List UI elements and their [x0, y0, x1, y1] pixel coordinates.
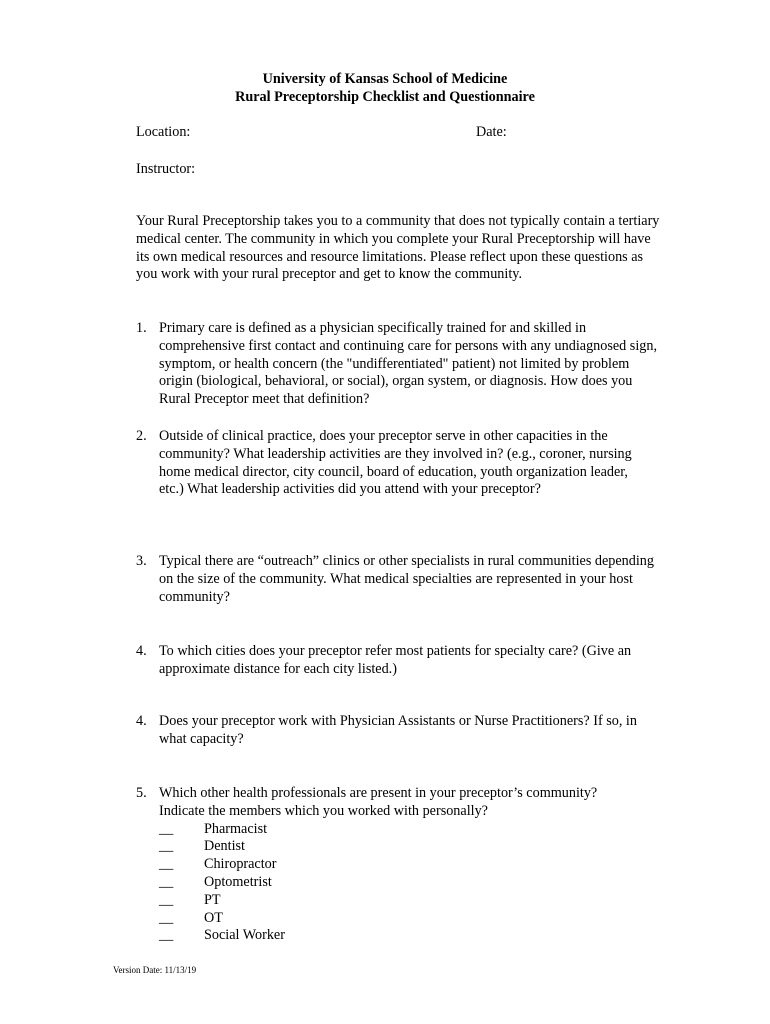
- checkbox-blank[interactable]: __: [159, 891, 174, 908]
- title-line-1: University of Kansas School of Medicine: [262, 71, 508, 87]
- document-title: [0, 70, 770, 106]
- checklist-item-label: Social Worker: [204, 927, 285, 944]
- question-text: To which cities does your preceptor refer most patients for specialty care? (Give an approximate distance for each city listed.): [159, 643, 632, 677]
- checklist-item-label: PT: [204, 891, 221, 908]
- date-label: Date:: [476, 124, 507, 140]
- title-line-2: Rural Preceptorship Checklist and Questionnaire: [235, 89, 535, 105]
- question-1: [136, 320, 666, 409]
- question-2: [136, 428, 656, 499]
- checklist-item: [159, 856, 636, 874]
- question-number: 3.: [136, 553, 147, 569]
- checklist-item-label: Optometrist: [204, 873, 272, 890]
- checkbox-blank[interactable]: __: [159, 927, 174, 944]
- question-number: 4.: [136, 713, 147, 729]
- intro-paragraph: Your Rural Preceptorship takes you to a community that does not typically contain a tertiary medical center. The community in which you complete your Rural Preceptorship will have its own medical resources and resource limitations. Please reflect upon these questions as you work with your rural preceptor and get to know the community.: [136, 213, 660, 283]
- question-text: Does your preceptor work with Physician Assistants or Nurse Practitioners? If so, in what capacity?: [159, 713, 637, 747]
- checklist-item: [159, 838, 636, 856]
- question-text: Outside of clinical practice, does your preceptor serve in other capacities in the community? What leadership activities are they involved in? (e.g., coroner, nursing home medical director, city council, board of education, youth organization leader, etc.) What leadership activities did you attend with your preceptor?: [159, 428, 632, 498]
- question-5: [136, 785, 636, 945]
- question-3: [136, 553, 661, 606]
- checkbox-blank[interactable]: __: [159, 856, 174, 873]
- checklist-item: [159, 874, 636, 892]
- instructor-label: Instructor:: [136, 161, 196, 177]
- question-number: 4.: [136, 643, 147, 659]
- question-number: 1.: [136, 320, 147, 336]
- question-4b: [136, 713, 661, 749]
- checklist-item: [159, 892, 636, 910]
- checklist-item-label: Pharmacist: [204, 820, 268, 837]
- checkbox-blank[interactable]: __: [159, 820, 174, 837]
- checklist-item-label: Dentist: [204, 838, 245, 855]
- checkbox-blank[interactable]: __: [159, 909, 174, 926]
- health-professionals-checklist: [159, 821, 636, 946]
- question-4: [136, 643, 661, 679]
- question-text: Typical there are “outreach” clinics or other specialists in rural communities depending on the size of the community. What medical specialties are represented in your host community?: [159, 553, 654, 605]
- checklist-item-label: Chiropractor: [204, 856, 277, 873]
- question-number: 2.: [136, 428, 147, 444]
- question-text: Which other health professionals are present in your preceptor’s community? Indicate the members which you worked with personally?: [159, 785, 598, 819]
- checklist-item-label: OT: [204, 909, 223, 926]
- checklist-item: [159, 821, 636, 839]
- checkbox-blank[interactable]: __: [159, 873, 174, 890]
- version-date: Version Date: 11/13/19: [113, 965, 197, 975]
- checklist-item: [159, 927, 636, 945]
- location-label: Location:: [136, 124, 191, 140]
- checklist-item: [159, 910, 636, 928]
- question-text: Primary care is defined as a physician specifically trained for and skilled in comprehensive first contact and continuing care for persons with any undiagnosed sign, symptom, or health concern (the "undifferentiated" patient) not limited by problem origin (biological, behavioral, or social), organ system, or diagnosis. How does you Rural Preceptor meet that definition?: [159, 320, 658, 408]
- question-number: 5.: [136, 785, 147, 801]
- checkbox-blank[interactable]: __: [159, 838, 174, 855]
